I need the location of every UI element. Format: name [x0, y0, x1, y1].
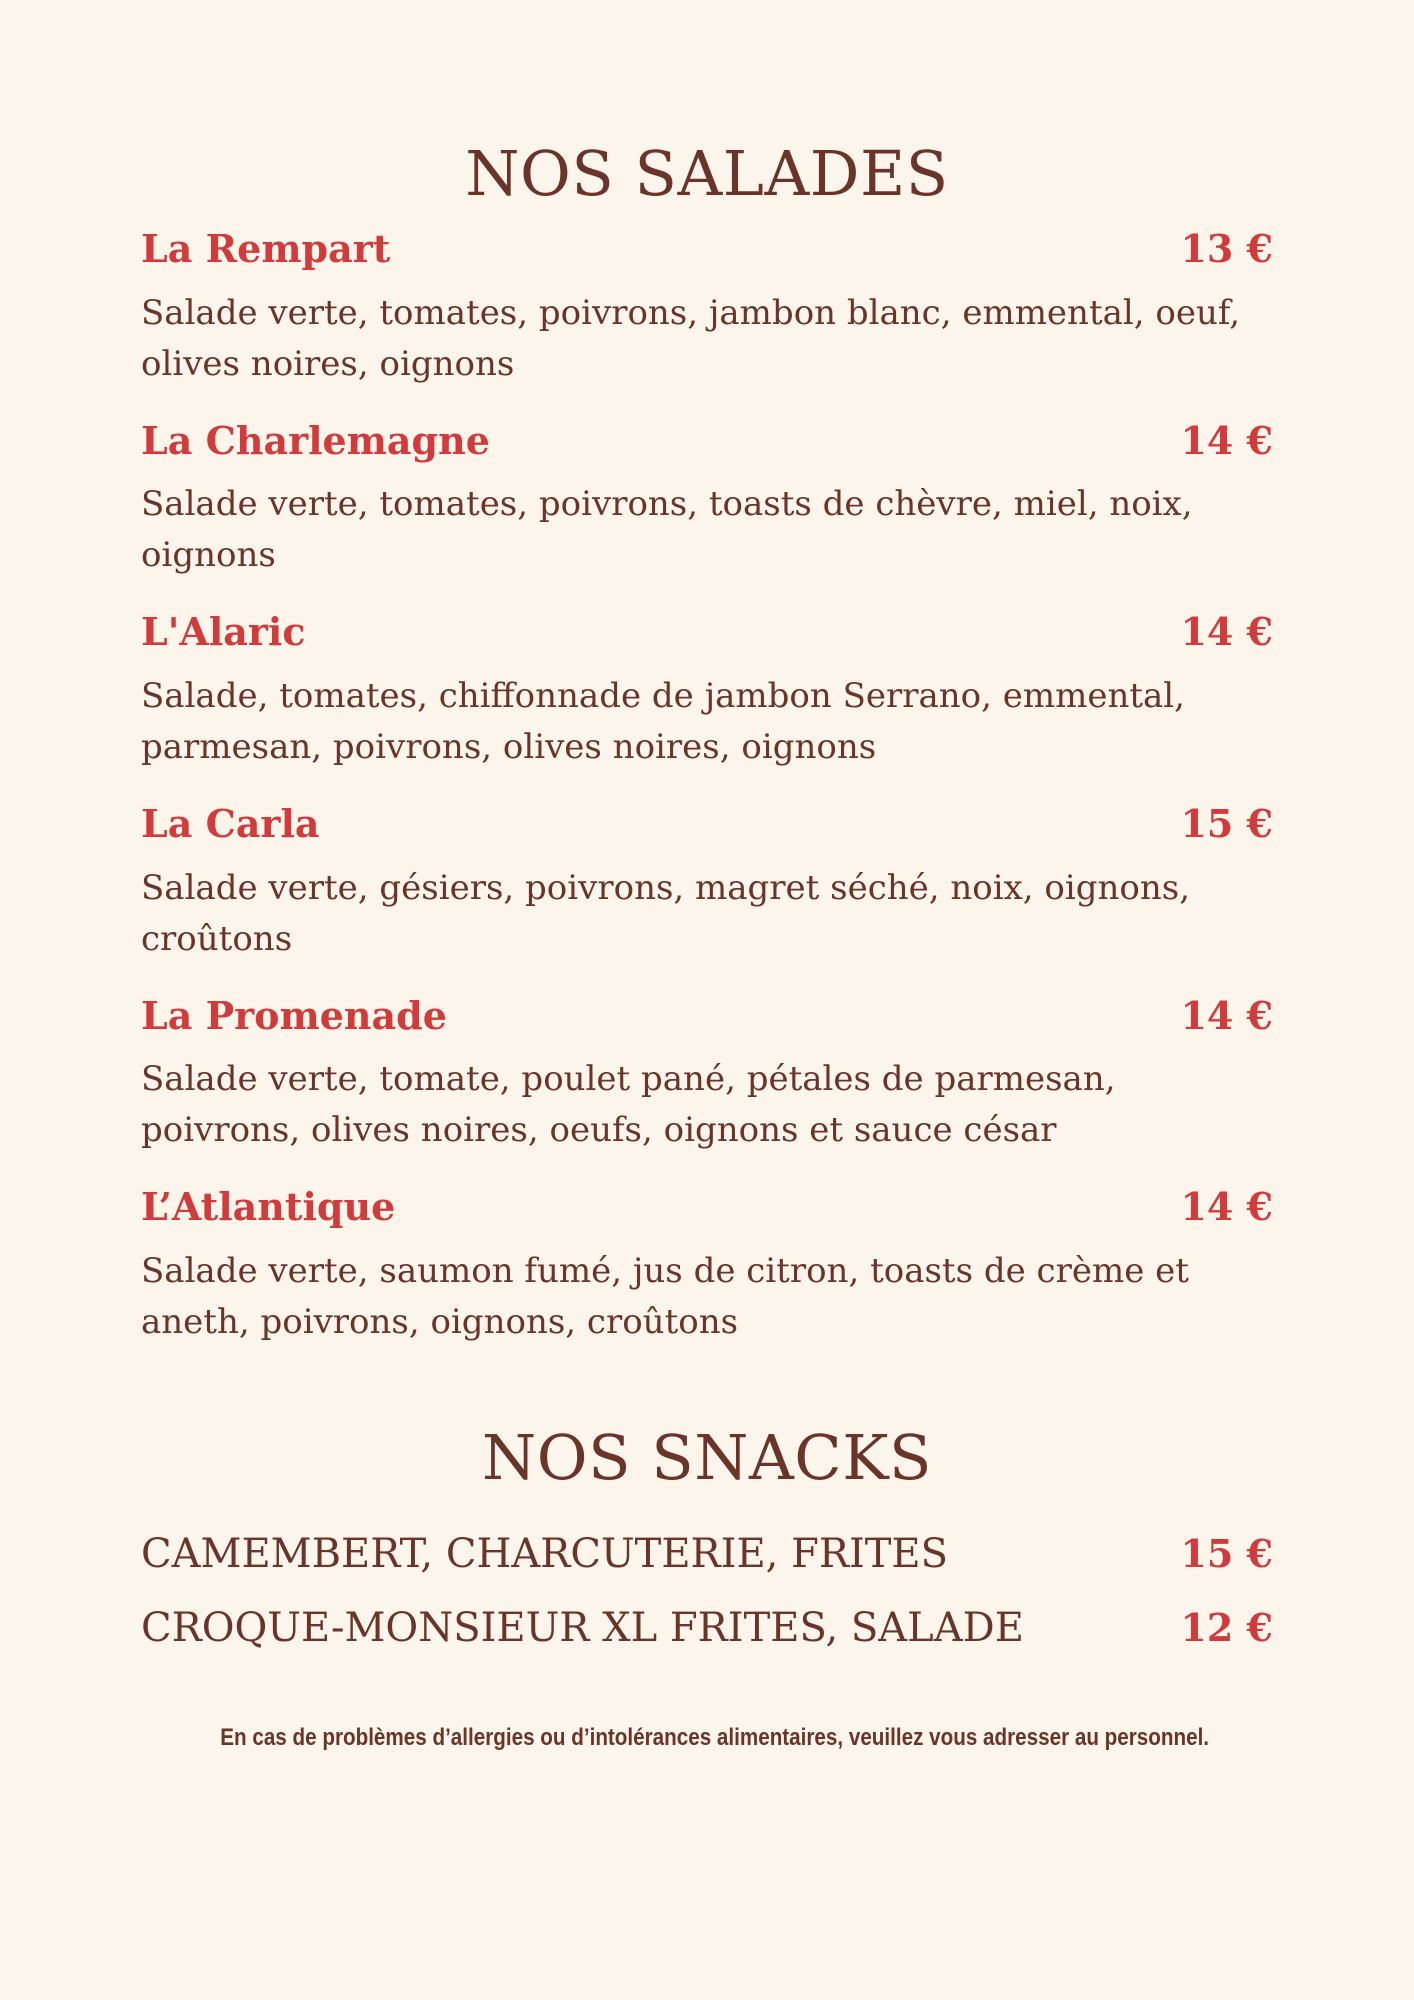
snack-price: 12 €	[1180, 1604, 1273, 1650]
item-name: La Promenade	[141, 992, 447, 1038]
salades-list	[141, 226, 1273, 1348]
menu-item	[141, 226, 1273, 390]
item-name: L’Atlantique	[141, 1184, 396, 1230]
item-description: Salade, tomates, chiffonnade de jambon Serrano, emmental, parmesan, poivrons, olives noires, oignons	[141, 675, 1185, 767]
item-price: 14 €	[1180, 609, 1273, 655]
snack-item	[141, 1604, 1273, 1652]
snack-item	[141, 1530, 1273, 1578]
snack-price: 15 €	[1180, 1530, 1273, 1576]
item-price: 14 €	[1180, 992, 1273, 1038]
item-description: Salade verte, tomates, poivrons, jambon blanc, emmental, oeuf, olives noires, oignons	[141, 292, 1241, 384]
item-description: Salade verte, saumon fumé, jus de citron, toasts de crème et aneth, poivrons, oignons, croûtons	[141, 1250, 1189, 1342]
snacks-list	[141, 1530, 1273, 1652]
allergy-note: En cas de problèmes d’allergies ou d’intolérances alimentaires, veuillez vous adresser au personnel.	[220, 1723, 1210, 1751]
item-price: 13 €	[1180, 226, 1273, 272]
item-name: La Carla	[141, 800, 320, 846]
menu-item	[141, 801, 1273, 965]
snack-name: CAMEMBERT, CHARCUTERIE, FRITES	[141, 1530, 949, 1577]
menu-item	[141, 609, 1273, 773]
item-description: Salade verte, gésiers, poivrons, magret séché, noix, oignons, croûtons	[141, 867, 1191, 959]
item-name: La Charlemagne	[141, 417, 490, 463]
item-price: 15 €	[1180, 800, 1273, 846]
salades-section-title: NOS SALADES	[465, 137, 949, 210]
snack-name: CROQUE-MONSIEUR XL FRITES, SALADE	[141, 1604, 1024, 1651]
menu-item	[141, 993, 1273, 1157]
item-description: Salade verte, tomate, poulet pané, pétales de parmesan, poivrons, olives noires, oeufs, oignons et sauce césar	[141, 1059, 1116, 1151]
item-name: La Rempart	[141, 226, 391, 272]
item-description: Salade verte, tomates, poivrons, toasts de chèvre, miel, noix, oignons	[141, 484, 1193, 576]
snacks-section-title: NOS SNACKS	[482, 1420, 932, 1494]
menu-item	[141, 418, 1273, 582]
menu-item	[141, 1184, 1273, 1348]
item-price: 14 €	[1180, 417, 1273, 463]
item-price: 14 €	[1180, 1184, 1273, 1230]
item-name: L'Alaric	[141, 609, 306, 655]
